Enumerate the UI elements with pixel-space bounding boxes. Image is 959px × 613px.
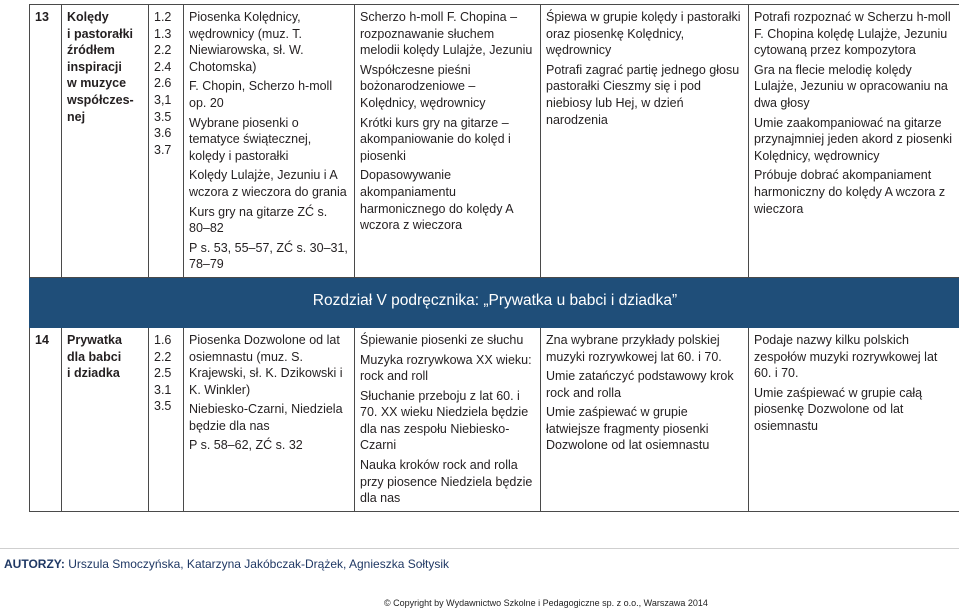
curriculum-references — [149, 5, 184, 278]
content-item: Scherzo h-moll F. Chopina ‒ rozpoznawanie słuchem melodii kolędy Lulajże, Jezuniu — [360, 10, 533, 58]
ref-item: 3.6 — [154, 126, 172, 141]
ref-item: 2.4 — [154, 59, 172, 74]
content-item: Śpiewanie piosenki ze słuchu — [360, 332, 524, 347]
ref-item: 2.2 — [154, 349, 172, 364]
lesson-plan-table — [29, 4, 959, 512]
lesson-topic — [62, 5, 149, 278]
content-item: Muzyka rozrywkowa XX wieku: rock and roll — [360, 352, 532, 384]
requirement-item: Próbuje dobrać akompaniament harmoniczny do kolędy A wczora z wieczora — [754, 168, 946, 216]
advanced-requirements — [749, 327, 959, 511]
requirement-item: Umie zaśpiewać w grupie całą piosenkę Dozwolone od lat osiemnastu — [754, 385, 923, 433]
ref-item: 2.5 — [154, 366, 172, 381]
topic-line: w muzyce — [67, 76, 127, 91]
authors-label: AUTORZY: — [4, 557, 65, 571]
content-item: Krótki kurs gry na gitarze ‒ akompaniowanie do kolęd i piosenki — [360, 115, 511, 163]
ref-item: 2.2 — [154, 43, 172, 58]
topic-line: i pastorałki — [67, 26, 133, 41]
material-item: Kolędy Lulajże, Jezuniu i A wczora z wieczora do grania — [189, 168, 347, 199]
material-item: P s. 53, 55‒57, ZĆ s. 30‒31, 78‒79 — [189, 240, 348, 272]
basic-requirements — [541, 5, 749, 278]
lesson-content — [355, 327, 541, 511]
material-item: Kurs gry na gitarze ZĆ s. 80‒82 — [189, 204, 328, 236]
requirement-item: Śpiewa w grupie kolędy i pastorałki oraz piosenkę Kolędnicy, wędrownicy — [546, 10, 741, 58]
requirement-item: Potrafi zagrać partię jednego głosu pastorałki Cieszmy się i pod niebiosy lub Hej, w dzień narodzenia — [546, 62, 740, 127]
ref-item: 3.5 — [154, 399, 172, 414]
content-item: Nauka kroków rock and rolla przy piosence Niedziela będzie dla nas — [360, 458, 533, 506]
ref-item: 1.6 — [154, 332, 172, 347]
lesson-number: 13 — [30, 5, 62, 278]
chapter-header-row — [30, 277, 959, 327]
ref-item: 1.2 — [154, 10, 172, 24]
requirement-item: Gra na flecie melodię kolędy Lulajże, Jezuniu w opracowaniu na dwa głosy — [754, 62, 948, 110]
content-item: Współczesne pieśni bożonarodzeniowe ‒ Kolędnicy, wędrownicy — [360, 62, 486, 110]
topic-line: dla babci — [67, 349, 122, 364]
lesson-content — [355, 5, 541, 278]
topic-line: inspiracji — [67, 59, 122, 74]
basic-requirements — [541, 327, 749, 511]
authors-names: Urszula Smoczyńska, Katarzyna Jakóbczak-Drążek, Agnieszka Sołtysik — [68, 557, 450, 571]
chapter-title: Rozdział V podręcznika: „Prywatka u babci i dziadka” — [30, 277, 959, 327]
topic-line: źródłem — [67, 43, 115, 58]
ref-item: 3.7 — [154, 142, 172, 157]
topic-line: współczes- — [67, 92, 134, 107]
table-row — [30, 5, 959, 278]
requirement-item: Umie zatańczyć podstawowy krok rock and rolla — [546, 369, 734, 400]
copyright-notice: © Copyright by Wydawnictwo Szkolne i Pedagogiczne sp. z o.o., Warszawa 2014 — [384, 598, 708, 608]
content-item: Słuchanie przeboju z lat 60. i 70. XX wieku Niedziela będzie dla nas zespołu Niebiesko-Czarni — [360, 388, 529, 453]
lesson-number: 14 — [30, 327, 62, 511]
requirement-item: Zna wybrane przykłady polskiej muzyki rozrywkowej lat 60. i 70. — [546, 332, 722, 364]
topic-line: i dziadka — [67, 366, 120, 381]
material-item: Piosenka Dozwolone od lat osiemnastu (muz. S. Krajewski, sł. K. Dzikowski i K. Winkler) — [189, 332, 343, 397]
topic-line: nej — [67, 109, 86, 124]
teaching-materials — [184, 327, 355, 511]
ref-item: 2.6 — [154, 76, 172, 91]
requirement-item: Umie zaakompaniować na gitarze przynajmniej jeden akord z piosenki Kolędnicy, wędrownicy — [754, 115, 953, 163]
curriculum-references — [149, 327, 184, 511]
requirement-item: Umie zaśpiewać w grupie łatwiejsze fragmenty piosenki Dozwolone od lat osiemnastu — [546, 405, 710, 453]
requirement-item: Podaje nazwy kilku polskich zespołów muzyki rozrywkowej lat 60. i 70. — [754, 332, 938, 381]
requirement-item: Potrafi rozpoznać w Scherzu h-moll F. Chopina kolędę Lulajże, Jezuniu cytowaną przez kompozytora — [754, 10, 951, 58]
material-item: Niebiesko-Czarni, Niedziela będzie dla nas — [189, 402, 343, 433]
material-item: Wybrane piosenki o tematyce świątecznej, kolędy i pastorałki — [189, 115, 312, 163]
table-row — [30, 327, 959, 511]
teaching-materials — [184, 5, 355, 278]
topic-line: Kolędy — [67, 10, 109, 24]
topic-line: Prywatka — [67, 332, 122, 347]
ref-item: 3.1 — [154, 382, 172, 397]
ref-item: 3.5 — [154, 109, 172, 124]
material-item: Piosenka Kolędnicy, wędrownicy (muz. T. Niewiarowska, sł. W. Chotomska) — [189, 10, 304, 74]
ref-item: 1.3 — [154, 26, 172, 41]
authors-line — [4, 557, 449, 571]
ref-item: 3,1 — [154, 92, 172, 107]
lesson-topic — [62, 327, 149, 511]
advanced-requirements — [749, 5, 959, 278]
content-item: Dopasowywanie akompaniamentu harmonicznego do kolędy A wczora z wieczora — [360, 168, 513, 233]
material-item: F. Chopin, Scherzo h-moll op. 20 — [189, 79, 333, 110]
material-item: P s. 58‒62, ZĆ s. 32 — [189, 438, 303, 453]
